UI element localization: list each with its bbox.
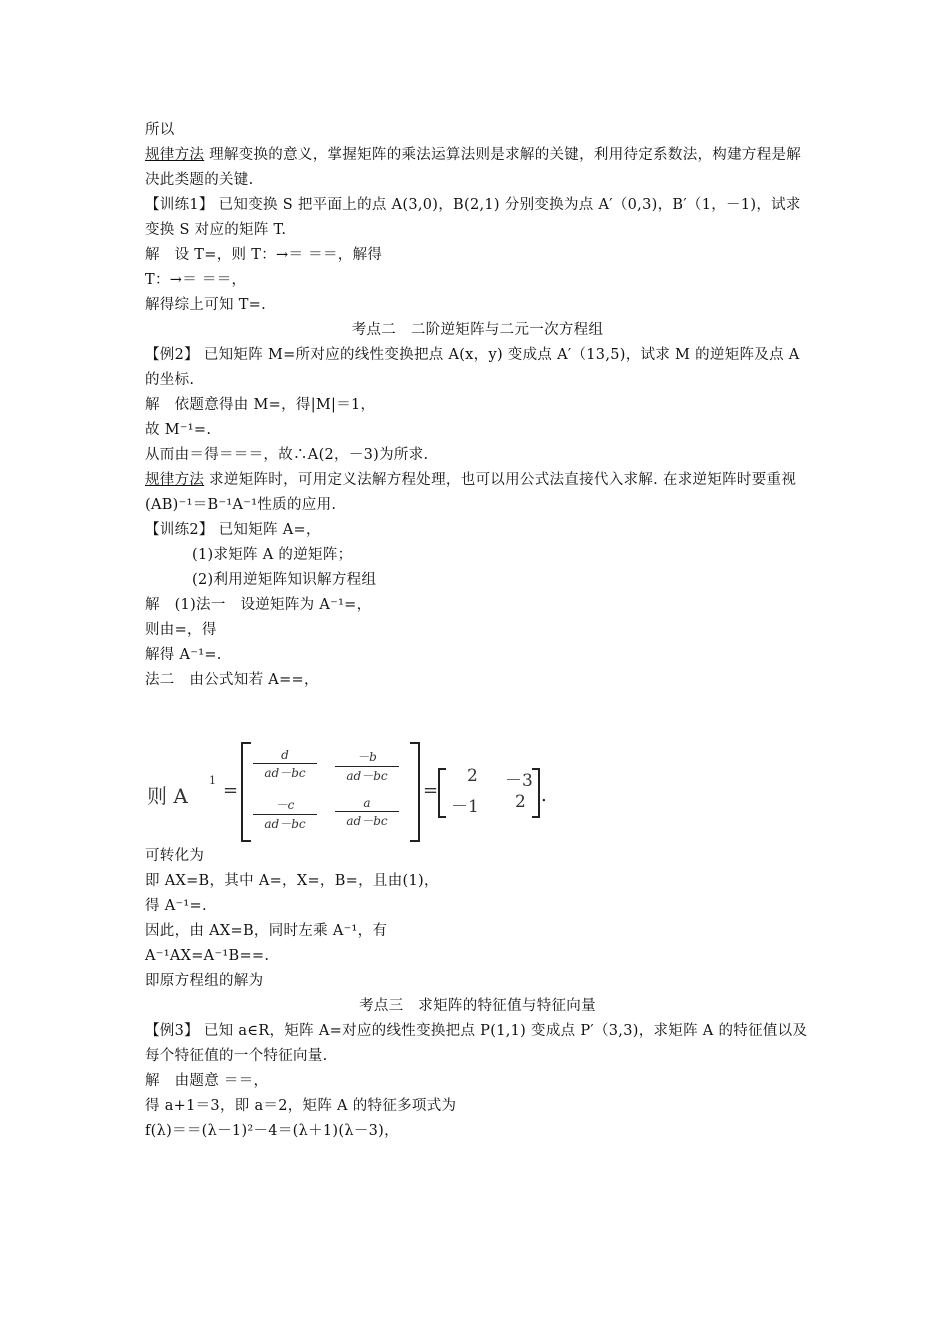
fraction-denominator: ad－bc [264, 766, 306, 780]
exercise-2: 【训练2】 已知矩阵 A=， [145, 522, 321, 538]
matrix-cell: 2 [467, 766, 478, 786]
text-line: 因此，由 AX=B，同时左乘 A⁻¹，有 [145, 923, 388, 939]
equals-sign: = [423, 780, 439, 801]
text-line: 解得 A⁻¹=. [145, 647, 222, 663]
method-note-2 [145, 468, 810, 518]
fraction [335, 796, 399, 829]
matrix-cell: －3 [505, 771, 533, 791]
fraction-denominator: ad－bc [346, 769, 388, 783]
text-line: 则由=，得 [145, 622, 217, 638]
fraction [335, 748, 399, 784]
text-line: f(λ)＝＝(λ－1)²－4＝(λ＋1)(λ－3)， [145, 1123, 399, 1139]
method-text: 求逆矩阵时，可用定义法解方程处理，也可以用公式法直接代入求解. 在求逆矩阵时要重视(AB)⁻¹＝B⁻¹A⁻¹性质的应用. [145, 472, 797, 513]
fraction [253, 748, 317, 781]
method-note-1 [145, 143, 810, 193]
left-bracket [438, 768, 446, 818]
fraction [253, 796, 317, 832]
equals-sign: = [223, 780, 239, 801]
text-line: 即原方程组的解为 [145, 973, 264, 989]
text-line: 即 AX=B，其中 A=，X=，B=，且由(1)， [145, 873, 439, 889]
document-page [145, 118, 810, 1144]
matrix-cell: 2 [515, 792, 526, 812]
subquestion-1: (1)求矩阵 A 的逆矩阵； [192, 547, 353, 563]
formula-label: 则 A [147, 784, 188, 808]
method-tag: 规律方法 [145, 472, 205, 488]
fraction-denominator: ad－bc [264, 817, 306, 831]
exercise-1: 【训练1】 已知变换 S 把平面上的点 A(3,0)，B(2,1) 分别变换为点 A′（0,3)，B′（1，－1)，试求变换 S 对应的矩阵 T. [145, 197, 801, 238]
text-line: 得 a+1＝3，即 a＝2，矩阵 A 的特征多项式为 [145, 1098, 457, 1114]
text-line: 法二 由公式知若 A==， [145, 672, 319, 688]
blank-space [145, 693, 810, 738]
section-heading-3: 考点三 求矩阵的特征值与特征向量 [359, 998, 596, 1014]
method-text: 理解变换的意义，掌握矩阵的乘法运算法则是求解的关键，利用待定系数法，构建方程是解决此类题的关键. [145, 147, 802, 188]
left-bracket [241, 742, 251, 842]
text-line: 解 设 T=，则 T：→＝ ＝＝，解得 [145, 247, 383, 263]
method-tag: 规律方法 [145, 147, 205, 163]
text-line: 可转化为 [145, 848, 205, 864]
fraction-numerator: －b [335, 748, 399, 767]
matrix-cell: －1 [451, 797, 479, 817]
example-2: 【例2】 已知矩阵 M=所对应的线性变换把点 A(x，y) 变成点 A′（13,5)，试求 M 的逆矩阵及点 A 的坐标. [145, 347, 800, 388]
example-3: 【例3】 已知 a∈R，矩阵 A=对应的线性变换把点 P(1,1) 变成点 P′（3,3)，求矩阵 A 的特征值以及每个特征值的一个特征向量. [145, 1023, 808, 1064]
text-line: 解 (1)法一 设逆矩阵为 A⁻¹=， [145, 597, 372, 613]
fraction-numerator: a [335, 796, 399, 812]
text-line: A⁻¹AX=A⁻¹B==. [145, 948, 270, 964]
inverse-matrix-formula [145, 740, 810, 844]
period: . [541, 785, 547, 806]
text-line: 所以 [145, 122, 175, 138]
fraction-numerator: d [253, 748, 317, 764]
right-bracket [410, 742, 420, 842]
fraction-denominator: ad－bc [346, 814, 388, 828]
text-line: 从而由＝得＝＝＝，故∴A(2，－3)为所求. [145, 447, 429, 463]
right-bracket [532, 768, 540, 818]
text-line: 解 依题意得由 M=，得|M|＝1， [145, 397, 376, 413]
subquestion-2: (2)利用逆矩阵知识解方程组 [192, 572, 377, 588]
text-line: 得 A⁻¹=. [145, 898, 207, 914]
text-line: 故 M⁻¹=. [145, 422, 212, 438]
text-line: T：→＝ ＝＝， [145, 272, 247, 288]
formula-superscript: 1 [209, 774, 216, 787]
section-heading-2: 考点二 二阶逆矩阵与二元一次方程组 [351, 322, 604, 338]
text-line: 解 由题意 ＝＝， [145, 1073, 269, 1089]
fraction-numerator: －c [253, 796, 317, 815]
text-line: 解得综上可知 T=. [145, 297, 267, 313]
